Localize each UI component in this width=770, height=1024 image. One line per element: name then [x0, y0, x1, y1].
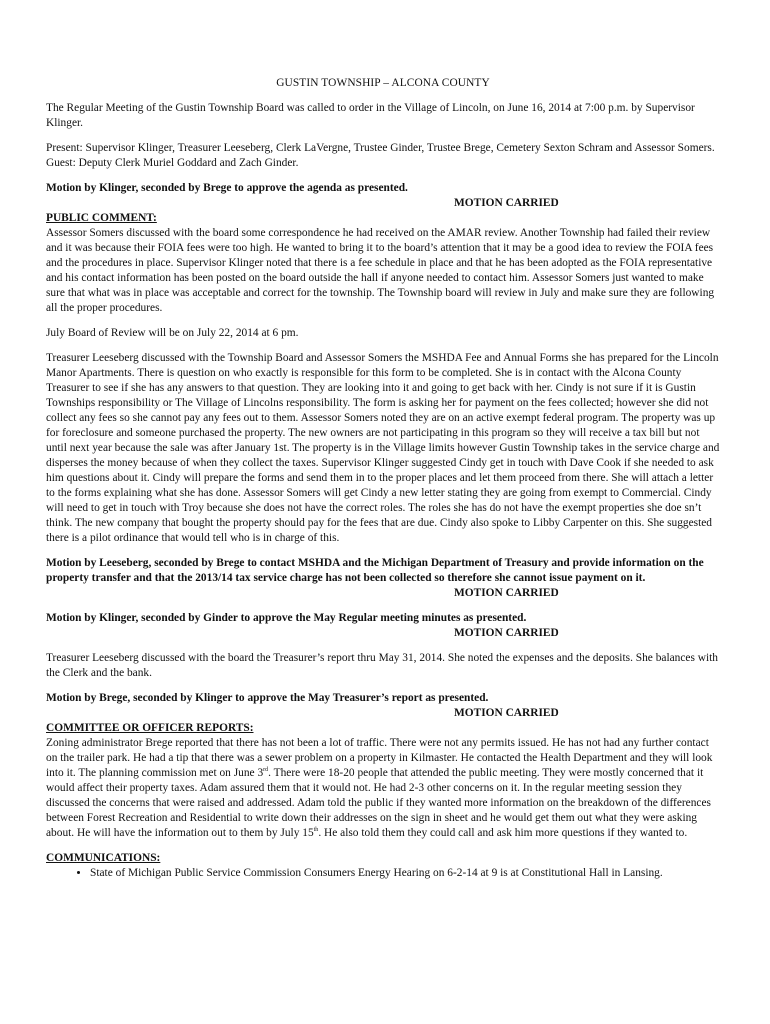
motion-mshda: Motion by Leeseberg, seconded by Brege to contact MSHDA and the Michigan Department of Treasury and provide information on the property transfer and that the 2013/14 tax service charge has not been collected so therefore she cannot issue payment on it. [46, 557, 704, 584]
committee-text-part3: . He also told them they could call and ask him more questions if they wanted to. [318, 827, 688, 839]
committee-text-part1: Zoning administrator Brege reported that there has not been a lot of traffic. There were not any permits issued. He has not had any further contact on the trailer park. He had a tip that there was a sewer problem on a property in Kilmaster. He contacted the Health Department and they will look into it. The planning commission met on June 3 [46, 737, 713, 779]
communications-item: • State of Michigan Public Service Commission Consumers Energy Hearing on 6-2-14 at 9 is at Constitutional Hall in Lansing. [90, 866, 720, 881]
committee-sup-rd: rd [263, 767, 269, 774]
committee-reports-heading: COMMITTEE OR OFFICER REPORTS: [46, 722, 254, 734]
intro-paragraph: The Regular Meeting of the Gustin Township Board was called to order in the Village of Lincoln, on June 16, 2014 at 7:00 p.m. by Supervisor Klinger. [46, 102, 695, 129]
motion-carried-minutes: MOTION CARRIED [454, 627, 559, 639]
motion-minutes: Motion by Klinger, seconded by Ginder to approve the May Regular meeting minutes as presented. [46, 612, 527, 624]
motion-treasurer-report: Motion by Brege, seconded by Klinger to approve the May Treasurer’s report as presented. [46, 692, 489, 704]
committee-reports-paragraph [46, 736, 720, 841]
committee-sup-th: th [313, 827, 319, 834]
treasurer-mshda-paragraph: Treasurer Leeseberg discussed with the Township Board and Assessor Somers the MSHDA Fee and Annual Forms she has prepared for the Lincoln Manor Apartments. There is question on who exactly is responsible for this form to be completed. She is in contact with the Alcona County Treasurer to see if she has any answers to that question. They are looking into it and going to get back with her. Cindy is not sure if it is Gustin Townships responsibility or The Village of Lincolns responsibility. The form is asking her for payment on the fees collected; however she did not collect any fees so she cannot pay any fees out to them. Assessor Somers noted they are on an active exempt federal program. The property was up for foreclosure and someone purchased the property. The new owners are not participating in this program so they will receive a tax bill but not until next year because the sale was after January 1st. The property is in the Village limits however Gustin Township takes in the service charge and disperses the money because of when they collect the taxes. Supervisor Klinger suggested Cindy get in touch with Dave Cook if she needed to ask him questions about it. Cindy will prepare the forms and send them in to the proper places and let them proceed from there. She will attach a letter to the forms explaining what she has done. Assessor Somers will get Cindy a new letter stating they are going from exempt to Commercial. Cindy will need to get in touch with Troy because she does not have the correct roles. The roles she has do not have the exempt properties she doe sn’t think. The new company that bought the property should pay for the fees that are due. Cindy also spoke to Libby Carpenter on this. She suggested there is a pilot ordinance that would tell who is in charge of this. [46, 352, 720, 544]
treasurer-report-paragraph: Treasurer Leeseberg discussed with the board the Treasurer’s report thru May 31, 2014. She noted the expenses and the deposits. She balances with the Clerk and the bank. [46, 652, 719, 679]
board-of-review-paragraph: July Board of Review will be on July 22, 2014 at 6 pm. [46, 327, 299, 339]
document-title: GUSTIN TOWNSHIP – ALCONA COUNTY [276, 77, 490, 89]
committee-text-part2: . There were 18-20 people that attended the public meeting. They were mostly concerned that it would affect their property taxes. Adam assured them that it would not. He had 2-3 other concerns on it. In the regular meeting session they discussed the concerns that were raised and addressed. Adam told the public if they wanted more information on the breakdown of the differences between Forest Recreation and Residential to write down their addresses on the sign in sheet and he would get them out what they were asking about. He will have the information out to them by July 15 [46, 767, 711, 839]
motion-carried-treasurer-report: MOTION CARRIED [454, 707, 559, 719]
public-comment-heading: PUBLIC COMMENT: [46, 212, 157, 224]
motion-agenda: Motion by Klinger, seconded by Brege to approve the agenda as presented. [46, 182, 408, 194]
communications-heading: COMMUNICATIONS: [46, 852, 161, 864]
communications-list [46, 866, 720, 881]
motion-carried-agenda: MOTION CARRIED [454, 197, 559, 209]
attendance-paragraph: Present: Supervisor Klinger, Treasurer Leeseberg, Clerk LaVergne, Trustee Ginder, Trustee Brege, Cemetery Sexton Schram and Assessor Somers. Guest: Deputy Clerk Muriel Goddard and Zach Ginder. [46, 142, 715, 169]
public-comment-paragraph: Assessor Somers discussed with the board some correspondence he had received on the AMAR review. Another Township had failed their review and it was because their FOIA fees were too high. He wanted to bring it to the board’s attention that it may be a good idea to review the FOIA fees and the procedures in place. Supervisor Klinger noted that there is a fee schedule in place and that he has been adopted as the FOIA representative and his contact information has been posted on the board outside the hall if anyone needed to contact him. Assessor Somers just wanted to make sure that what was in place was acceptable and correct for the township. The Township board will review in July and make sure they are following all the proper procedures. [46, 227, 715, 314]
motion-carried-mshda: MOTION CARRIED [454, 587, 559, 599]
